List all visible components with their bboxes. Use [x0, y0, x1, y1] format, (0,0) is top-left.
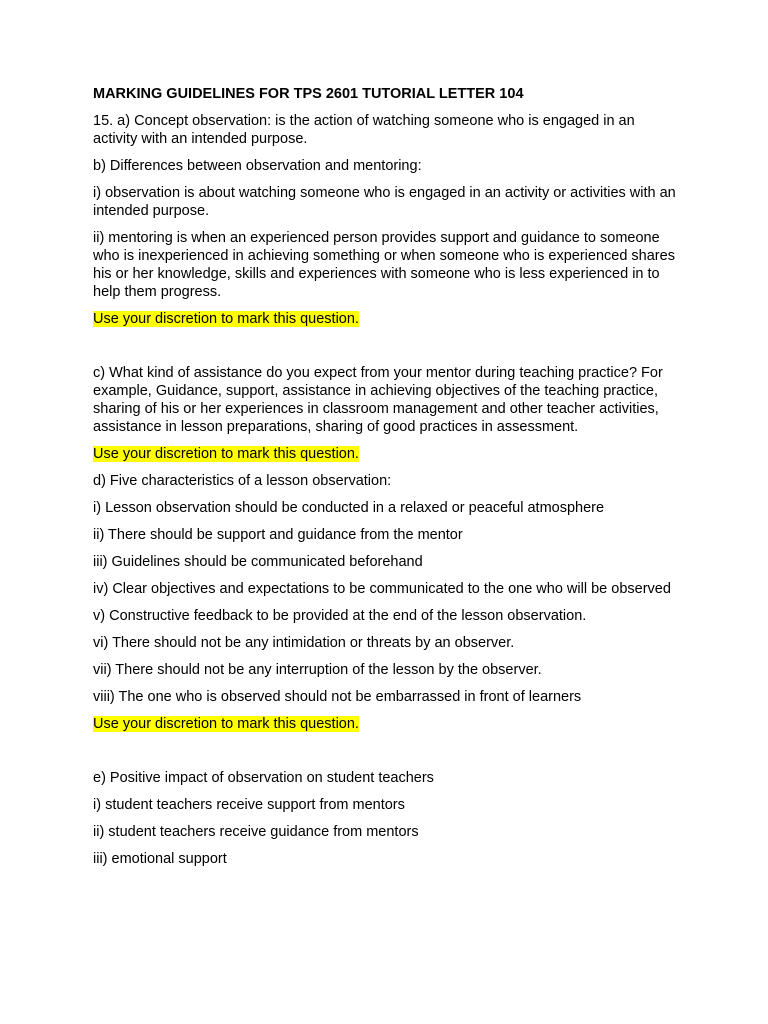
q15d-item: ii) There should be support and guidance from the mentor	[93, 527, 463, 543]
discretion-note-2	[93, 445, 683, 463]
q15b-heading: b) Differences between observation and mentoring:	[93, 158, 422, 174]
q15d-item: i) Lesson observation should be conducted in a relaxed or peaceful atmosphere	[93, 500, 605, 516]
q15d-item: iii) Guidelines should be communicated beforehand	[93, 554, 423, 570]
q15d-item: viii) The one who is observed should not be embarrassed in front of learners	[93, 689, 582, 705]
q15d-item: vi) There should not be any intimidation or threats by an observer.	[93, 635, 515, 651]
q15e-item: i) student teachers receive support from mentors	[93, 797, 405, 813]
document-title: MARKING GUIDELINES FOR TPS 2601 TUTORIAL LETTER 104	[93, 86, 524, 102]
spacer	[93, 337, 683, 364]
q15a-concept-observation: 15. a) Concept observation: is the action of watching someone who is engaged in an activity with an intended purpose.	[93, 113, 635, 147]
q15e-item: ii) student teachers receive guidance from mentors	[93, 824, 419, 840]
q15d-item: iv) Clear objectives and expectations to be communicated to the one who will be observed	[93, 581, 671, 597]
q15d-item: v) Constructive feedback to be provided at the end of the lesson observation.	[93, 608, 587, 624]
discretion-note-3	[93, 715, 683, 733]
q15b-item-ii: ii) mentoring is when an experienced person provides support and guidance to someone who is inexperienced in achieving something or when someone who is experienced shares his or her knowledge, skills and experiences with someone who is less experienced in to help them progress.	[93, 230, 675, 300]
discretion-note-1	[93, 310, 683, 328]
q15e-item: iii) emotional support	[93, 851, 227, 867]
highlighted-text: Use your discretion to mark this question.	[93, 716, 359, 732]
q15e-heading: e) Positive impact of observation on student teachers	[93, 770, 434, 786]
spacer	[93, 742, 683, 769]
q15b-item-i: i) observation is about watching someone who is engaged in an activity or activities with an intended purpose.	[93, 185, 676, 219]
q15d-item: vii) There should not be any interruption of the lesson by the observer.	[93, 662, 542, 678]
q15c-mentor-assistance: c) What kind of assistance do you expect from your mentor during teaching practice? For example, Guidance, support, assistance in achieving objectives of the teaching practice, sharing of his or her experiences in classroom management and other teacher activities, assistance in lesson preparations, sharing of good practices in assessment.	[93, 365, 663, 435]
highlighted-text: Use your discretion to mark this question.	[93, 446, 359, 462]
highlighted-text: Use your discretion to mark this question.	[93, 311, 359, 327]
q15d-heading: d) Five characteristics of a lesson observation:	[93, 473, 392, 489]
document-page	[93, 85, 683, 877]
